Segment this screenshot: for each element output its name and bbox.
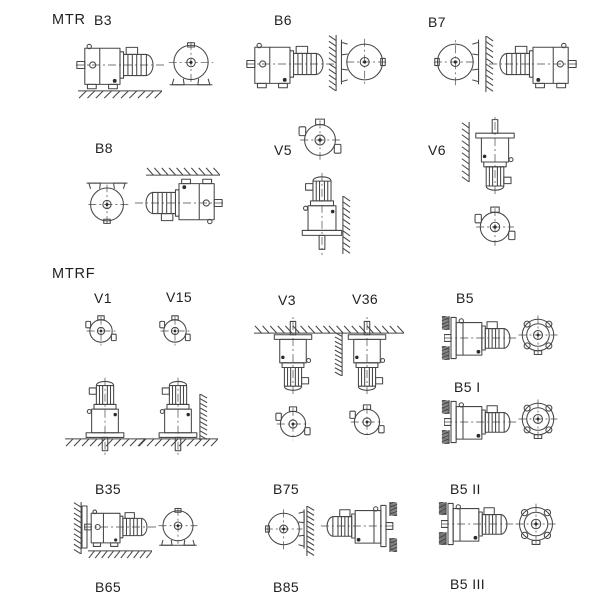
v15-wall-hatch (200, 394, 207, 440)
position-label-v6: V6 (428, 142, 446, 158)
v15-top-view (160, 316, 190, 346)
position-label-b5ii: B5 II (450, 481, 481, 497)
b5-front-view (519, 316, 558, 355)
position-label-b8: B8 (95, 140, 113, 156)
b8-front-view (86, 183, 129, 224)
position-label-v15: V15 (166, 289, 193, 305)
b7-front-view (434, 39, 479, 85)
b5i-wall-hatch-bottom (442, 430, 449, 444)
b8-ceiling-hatch (146, 168, 220, 175)
v6-wall-hatch (462, 122, 469, 182)
b35-front-view (159, 508, 198, 546)
b75-front-view (265, 509, 304, 550)
b75-wall-hatch-top (390, 502, 397, 516)
b3-floor-hatch (78, 91, 162, 98)
b5-wall-hatch-bottom (442, 346, 449, 360)
b3-front-view (169, 42, 214, 85)
b5i-side-view (444, 401, 518, 442)
b75-wall-hatch-bottom (390, 538, 397, 552)
v5-wall-hatch (343, 196, 350, 254)
b75-front-wall-hatch (307, 506, 314, 556)
position-label-b7: B7 (428, 14, 446, 30)
v1-top-view (86, 316, 116, 346)
position-label-b5: B5 (456, 290, 474, 306)
b5ii-side-view (441, 503, 515, 544)
b5i-wall-hatch-top (442, 400, 449, 414)
section-title-mtr: MTR (52, 12, 86, 28)
b7-side-view (489, 43, 577, 87)
v36-ceiling-hatch (328, 326, 404, 333)
b5-wall-hatch-top (442, 316, 449, 330)
b35-floor-hatch (88, 551, 152, 558)
position-label-b3: B3 (94, 12, 112, 28)
v3-ceiling-hatch (254, 326, 330, 333)
v5-top-view (299, 119, 341, 160)
b35-wall-hatch (74, 502, 81, 554)
position-label-b65: B65 (95, 579, 122, 595)
v3-bottom-view (276, 407, 310, 440)
position-label-b5i: B5 I (454, 379, 481, 395)
b8-side-view (135, 179, 223, 223)
b35-side-view (84, 510, 156, 546)
b5i-front-view (519, 400, 558, 439)
b5ii-wall-hatch-bottom (439, 532, 446, 545)
position-label-b85: B85 (273, 579, 300, 595)
b6-front-view (341, 39, 386, 85)
position-label-b5iii: B5 III (450, 576, 486, 592)
b5ii-wall-hatch-top (439, 502, 446, 515)
position-label-b75: B75 (273, 481, 300, 497)
position-label-b6: B6 (274, 12, 292, 28)
b5ii-front-view (516, 504, 557, 545)
b6-side-view (246, 43, 334, 87)
v36-wall-hatch (335, 332, 342, 376)
section-title-mtrf: MTRF (52, 266, 96, 282)
position-label-v1: V1 (94, 290, 112, 306)
position-label-v36: V36 (352, 291, 379, 307)
b5-side-view (444, 317, 518, 358)
v36-bottom-view (350, 405, 384, 438)
b75-side-view (319, 505, 393, 546)
position-label-b35: B35 (95, 481, 122, 497)
b3-side-view (76, 44, 164, 88)
position-label-v5: V5 (274, 142, 292, 158)
v5-side-view (302, 173, 341, 255)
v6-side-view (476, 114, 514, 194)
b6-wall-hatch (329, 35, 336, 91)
position-label-v3: V3 (278, 292, 296, 308)
v6-bottom-view (475, 207, 515, 246)
